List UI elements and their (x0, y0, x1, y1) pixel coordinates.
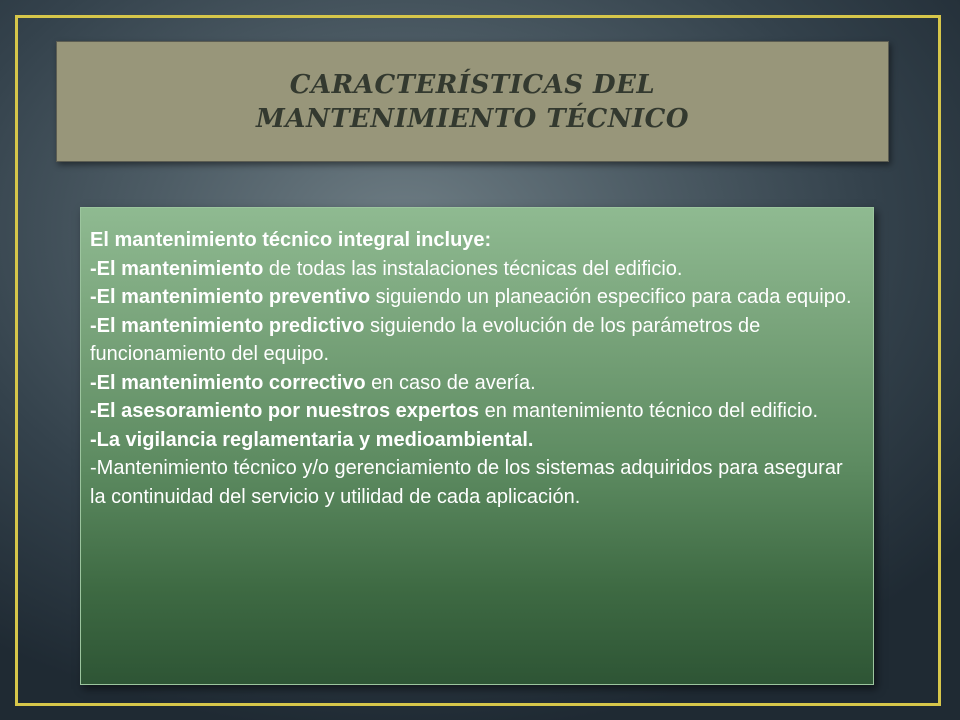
list-item (90, 369, 863, 398)
item-text-3: siguiendo la evolución de los parámetros de funcionamiento del equipo. (90, 314, 761, 365)
item-bold-4: -El mantenimiento correctivo (90, 371, 366, 394)
item-text-1: de todas las instalaciones técnicas del edificio. (263, 257, 683, 280)
intro-text: El mantenimiento técnico integral incluye: (90, 229, 492, 251)
list-item (90, 426, 863, 455)
item-bold-1: -El mantenimiento (90, 257, 264, 280)
list-item (90, 397, 863, 426)
list-item (90, 454, 863, 511)
slide-title: CARACTERÍSTICAS DEL MANTENIMIENTO TÉCNICO (255, 69, 689, 134)
title-box (56, 41, 889, 162)
intro-line (90, 226, 863, 255)
item-text-5: en mantenimiento técnico del edificio. (479, 400, 819, 422)
item-bold-6: -La vigilancia reglamentaria y medioambiental. (90, 428, 534, 451)
item-bold-3: -El mantenimiento predictivo (90, 314, 365, 337)
item-text-4: en caso de avería. (365, 371, 536, 394)
list-item (90, 312, 863, 369)
content-box (80, 207, 874, 685)
item-text-7: -Mantenimiento técnico y/o gerenciamiento de los sistemas adquiridos para asegurar la continuidad del servicio y utilidad de cada aplicación. (90, 457, 843, 508)
item-bold-5: -El asesoramiento por nuestros expertos (90, 400, 480, 422)
list-item (90, 283, 863, 312)
list-item (90, 255, 863, 284)
item-bold-2: -El mantenimiento preventivo (90, 286, 371, 308)
item-text-2: siguiendo un planeación especifico para cada equipo. (370, 286, 852, 308)
